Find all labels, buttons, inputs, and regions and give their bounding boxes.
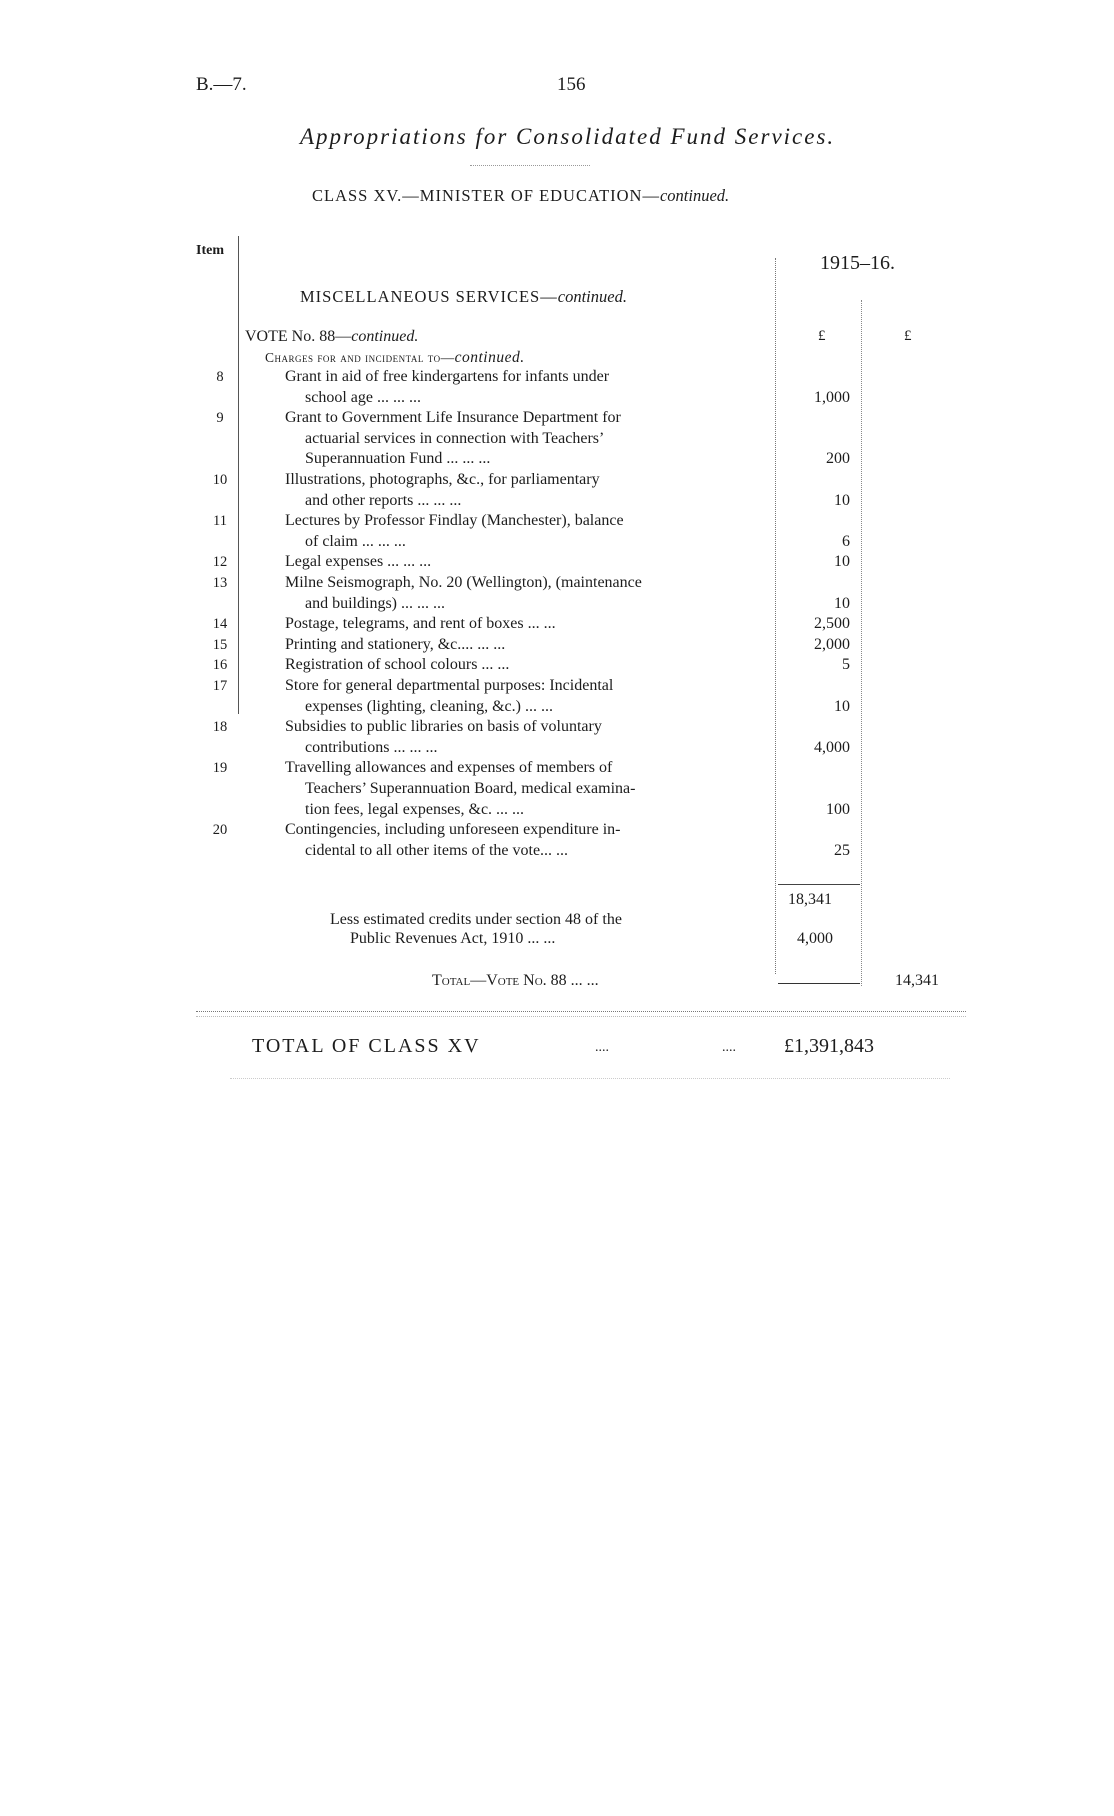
item-number: 12 [212, 554, 228, 571]
charges-label-cont: continued. [454, 349, 525, 366]
item-description-line: contributions ... ... ... [305, 738, 438, 756]
item-description-line: Travelling allowances and expenses of members of [285, 759, 613, 777]
table-row [0, 409, 1114, 471]
table-row [0, 471, 1114, 512]
subtotal-rule [778, 884, 860, 885]
item-description-line: and buildings) ... ... ... [305, 594, 445, 612]
item-number: 17 [212, 678, 228, 694]
item-amount: 4,000 [814, 738, 850, 756]
total-vote-amount: 14,341 [895, 972, 939, 989]
table-row [0, 368, 1114, 409]
section-title-text: MISCELLANEOUS SERVICES— [300, 287, 558, 306]
class-total-label: TOTAL OF CLASS XV [252, 1035, 481, 1057]
item-column-header: Item [196, 243, 224, 258]
class-total-rule-secondary [196, 1016, 966, 1017]
item-description-line: Grant in aid of free kindergartens for infants under [285, 368, 610, 385]
class-total-rule [196, 1011, 966, 1012]
table-row [0, 512, 1114, 553]
document-reference: B.—7. [196, 74, 247, 95]
page-title: Appropriations for Consolidated Fund Services. [300, 124, 836, 149]
item-amount: 2,000 [814, 635, 850, 653]
less-credits-line-1: Less estimated credits under section 48 of the [330, 911, 622, 928]
vote-label [245, 328, 418, 346]
table-row [0, 615, 1114, 636]
currency-symbol-items: £ [818, 328, 826, 344]
table-row [0, 677, 1114, 718]
item-description-line: Postage, telegrams, and rent of boxes ... ... [285, 615, 556, 633]
table-row [0, 636, 1114, 657]
item-description-line: Superannuation Fund ... ... ... [305, 450, 491, 468]
item-description-line: Lectures by Professor Findlay (Manchester), balance [285, 512, 624, 530]
table-row [0, 553, 1114, 574]
item-number: 11 [213, 513, 227, 530]
bottom-rule [230, 1078, 950, 1079]
item-amount: 10 [834, 553, 850, 571]
item-number: 8 [216, 369, 224, 385]
item-description-line: Contingencies, including unforeseen expenditure in- [285, 821, 621, 839]
charges-label-text: Charges for and incidental to— [265, 350, 455, 365]
item-amount: 100 [826, 800, 850, 818]
table-row [0, 574, 1114, 615]
item-description-line: Grant to Government Life Insurance Department for [285, 409, 621, 427]
item-amount: 200 [826, 450, 850, 468]
item-description-line: tion fees, legal expenses, &c. ... ... [305, 800, 525, 818]
item-description-line: Illustrations, photographs, &c., for parliamentary [285, 471, 600, 488]
class-heading-text: CLASS XV.—MINISTER OF EDUCATION— [312, 186, 660, 205]
class-total-leader-2: .... [722, 1040, 736, 1055]
total-vote-label [432, 972, 599, 990]
item-description-line: Subsidies to public libraries on basis of voluntary [285, 718, 602, 736]
subtotal-amount: 18,341 [788, 891, 832, 908]
item-amount: 6 [842, 532, 850, 550]
item-description-line: school age ... ... ... [305, 388, 421, 406]
item-amount: 10 [834, 594, 850, 612]
item-description-line: and other reports ... ... ... [305, 491, 462, 509]
table-row [0, 821, 1114, 862]
item-number: 16 [212, 657, 228, 674]
less-credits-line-2: Public Revenues Act, 1910 ... ... [350, 930, 556, 947]
charges-label [265, 349, 525, 367]
item-number: 15 [212, 636, 228, 653]
item-amount: 10 [834, 491, 850, 509]
class-heading [312, 186, 729, 206]
item-amount: 5 [842, 656, 850, 674]
class-total-amount: £1,391,843 [784, 1035, 874, 1057]
table-row [0, 718, 1114, 759]
item-description-line: actuarial services in connection with Teachers’ [305, 429, 605, 447]
table-row [0, 656, 1114, 677]
item-number: 18 [212, 719, 228, 736]
item-description-line: Store for general departmental purposes: Incidental [285, 677, 614, 694]
class-total-leader-1: .... [595, 1040, 609, 1055]
item-description-line: Milne Seismograph, No. 20 (Wellington), (maintenance [285, 574, 642, 591]
vote-label-cont: continued. [351, 328, 419, 345]
item-description-line: Legal expenses ... ... ... [285, 553, 432, 571]
table-row [0, 759, 1114, 821]
item-description-line: of claim ... ... ... [305, 532, 406, 550]
total-vote-label-text: Total—Vote No. 88 ... ... [432, 972, 599, 989]
title-divider [470, 165, 590, 166]
vote-label-text: VOTE No. 88— [245, 328, 352, 345]
section-title [300, 287, 627, 307]
item-amount: 25 [834, 841, 850, 859]
item-description-line: Registration of school colours ... ... [285, 656, 510, 674]
class-heading-cont: continued. [659, 186, 730, 205]
item-amount: 2,500 [814, 615, 850, 633]
item-description-line: expenses (lighting, cleaning, &c.) ... ... [305, 697, 553, 715]
less-credits-amount: 4,000 [797, 930, 833, 947]
section-title-cont: continued. [557, 287, 627, 306]
item-description-line: Teachers’ Superannuation Board, medical examina- [305, 779, 636, 797]
total-vote-dash [778, 983, 860, 984]
item-number: 10 [212, 472, 228, 488]
item-number: 20 [212, 822, 228, 839]
item-description-line: cidental to all other items of the vote... ... [305, 841, 569, 859]
item-amount: 10 [834, 697, 850, 715]
item-number: 9 [216, 410, 224, 427]
year-column-header: 1915–16. [820, 252, 895, 274]
item-number: 19 [212, 760, 228, 777]
item-description-line: Printing and stationery, &c.... ... ... [285, 635, 506, 653]
item-number: 14 [212, 616, 228, 633]
page-number: 156 [557, 74, 586, 95]
currency-symbol-totals: £ [904, 328, 912, 344]
item-amount: 1,000 [814, 388, 850, 406]
item-number: 13 [212, 575, 228, 591]
